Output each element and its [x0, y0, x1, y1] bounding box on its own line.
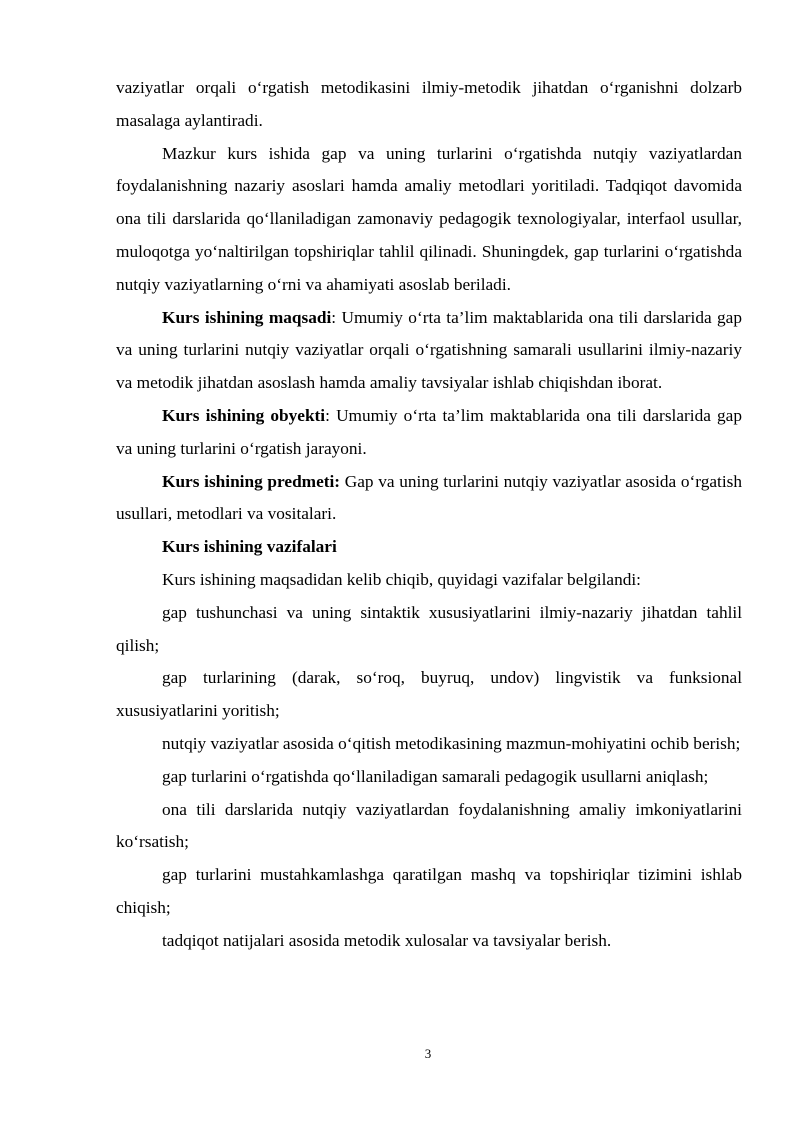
paragraph-heading: Kurs ishining maqsadi: [162, 307, 332, 327]
paragraph-heading: Kurs ishining predmeti:: [162, 471, 341, 491]
paragraph-text: gap turlarini mustahkamlashga qaratilgan mashq va topshiriqlar tizimini ishlab chiqish;: [116, 865, 742, 917]
paragraph-text: Kurs ishining maqsadidan kelib chiqib, quyidagi vazifalar belgilandi:: [162, 569, 641, 589]
paragraph-text: Mazkur kurs ishida gap va uning turlarini o‘rgatishda nutqiy vaziyatlardan foydalanishning nazariy asoslari hamda amaliy metodlari yoritiladi. Tadqiqot davomida ona tili darslarida qo‘llaniladigan zamonaviy pedagogik texnologiyalar, interfaol usullar, muloqotga yo‘naltirilgan topshiriqlar tahlil qilinadi. Shuningdek, gap turlarini o‘rgatishda nutqiy vaziyatlarning o‘rni va ahamiyati asoslab beriladi.: [116, 143, 742, 294]
paragraph-text: nutqiy vaziyatlar asosida o‘qitish metodikasining mazmun-mohiyatini ochib berish;: [162, 733, 741, 753]
task-item: [116, 794, 742, 860]
paragraph-course-subject: [116, 466, 742, 532]
task-item: [116, 761, 742, 794]
paragraph-heading: Kurs ishining obyekti: [162, 405, 326, 425]
paragraph-course-object: [116, 400, 742, 466]
document-body: [116, 72, 742, 958]
task-item: [116, 662, 742, 728]
paragraph-text: Gap va uning turlarini nutqiy vaziyatlar asosida o‘rgatish usullari, metodlari va vositalari.: [116, 471, 742, 524]
paragraph-text: gap turlarini o‘rgatishda qo‘llaniladigan samarali pedagogik usullarni aniqlash;: [162, 766, 709, 786]
paragraph-heading: Kurs ishining vazifalari: [162, 537, 337, 557]
paragraph-tasks-intro: [116, 564, 742, 597]
paragraph-course-goal: [116, 302, 742, 400]
paragraph-text: gap turlarining (darak, so‘roq, buyruq, undov) lingvistik va funksional xususiyatlarini yoritish;: [116, 668, 742, 721]
task-item: [116, 728, 742, 761]
paragraph-text: : Umumiy o‘rta ta’lim maktablarida ona tili darslarida gap va uning turlarini nutqiy vaziyatlar orqali o‘rgatishning samarali usullarini ilmiy-nazariy va metodik jihatdan asoslash hamda amaliy tavsiyalar ishlab chiqishdan iborat.: [116, 307, 742, 393]
task-item: [116, 925, 742, 958]
paragraph-text: ona tili darslarida nutqiy vaziyatlardan foydalanishning amaliy imkoniyatlarini ko‘rsatish;: [116, 799, 742, 852]
paragraph-text: : Umumiy o‘rta ta’lim maktablarida ona tili darslarida gap va uning turlarini o‘rgatish jarayoni.: [116, 405, 742, 458]
heading-course-tasks: [116, 531, 742, 564]
paragraph-text: gap tushunchasi va uning sintaktik xususiyatlarini ilmiy-nazariy jihatdan tahlil qilish;: [116, 602, 742, 655]
paragraph-intro-continuation: [116, 72, 742, 138]
paragraph-text: tadqiqot natijalari asosida metodik xulosalar va tavsiyalar berish.: [162, 930, 612, 950]
task-item: [116, 597, 742, 663]
task-item: [116, 859, 742, 925]
paragraph-text: vaziyatlar orqali o‘rgatish metodikasini ilmiy-metodik jihatdan o‘rganishni dolzarb masalaga aylantiradi.: [116, 78, 742, 130]
paragraph-course-overview: [116, 138, 742, 302]
page-number: 3: [424, 1046, 432, 1061]
